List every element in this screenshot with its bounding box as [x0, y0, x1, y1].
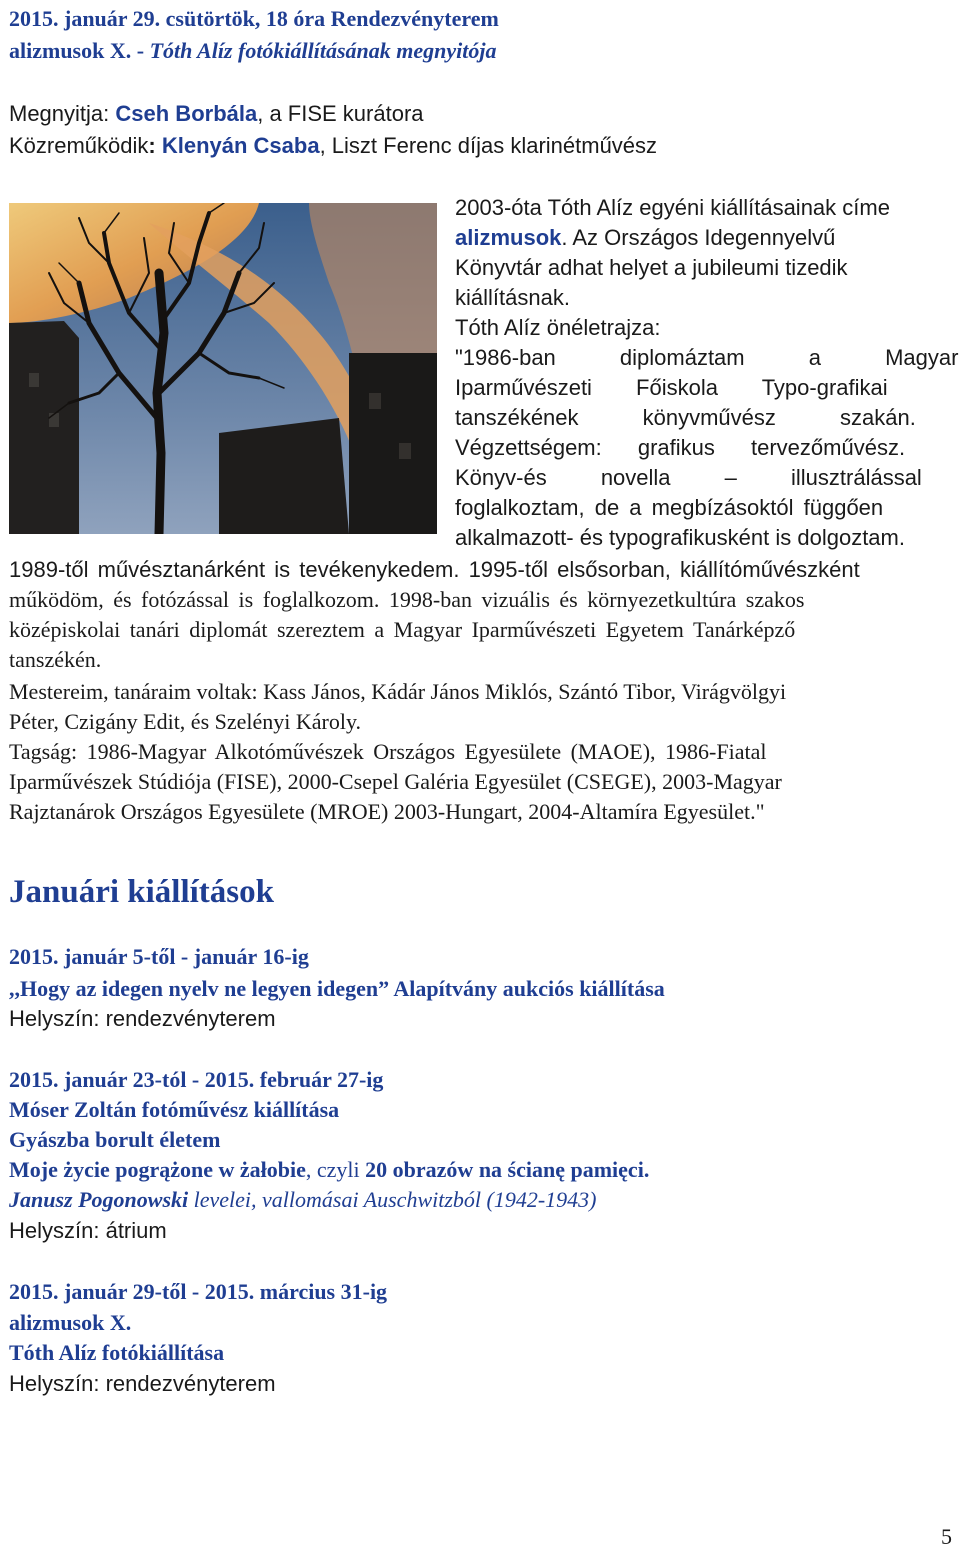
- bio-full-line: Iparművészek Stúdiója (FISE), 2000-Csepel Galéria Egyesület (CSEGE), 2003-Magyar: [9, 769, 782, 794]
- bio-line: alizmusok. Az Országos Idegennyelvű: [455, 225, 836, 250]
- bio-full-line: működöm, és fotózással is foglalkozom. 1998-ban vizuális és környezetkultúra szakos: [9, 587, 805, 612]
- event-date: 2015. január 5-től - január 16-ig: [9, 944, 309, 969]
- bio-full-line: Mestereim, tanáraim voltak: Kass János, Kádár János Miklós, Szántó Tibor, Virágvölgyi: [9, 679, 787, 704]
- event-heading-date: 2015. január 29. csütörtök, 18 óra Rendezvényterem: [9, 6, 499, 31]
- event-subtitle: Tóth Alíz fotókiállítása: [9, 1340, 225, 1365]
- bio-line: foglalkoztam, de a megbízásoktól függően: [455, 495, 884, 520]
- event-title: alizmusok X.: [9, 1310, 132, 1335]
- contributor-line: Közreműködik: Klenyán Csaba, Liszt Ferenc díjas klarinétművész: [9, 133, 658, 158]
- bio-full-line: tanszékén.: [9, 647, 102, 672]
- bio-line: Tóth Alíz önéletrajza:: [455, 315, 661, 340]
- event-venue: Helyszín: rendezvényterem: [9, 1006, 276, 1031]
- bio-line: kiállításnak.: [455, 285, 570, 310]
- bio-full-line: 1989-től művésztanárként is tevékenykedem. 1995-től elsősorban, kiállítóművészként: [9, 557, 860, 582]
- event-subtitle-polish: Moje życie pogrążone w żałobie, czyli 20 obrazów na ścianę pamięci.: [9, 1157, 650, 1182]
- event-subtitle: Gyászba borult életem: [9, 1127, 221, 1152]
- bio-line: Könyvtár adhat helyet a jubileumi tizedik: [455, 255, 848, 280]
- event-venue: Helyszín: rendezvényterem: [9, 1371, 276, 1396]
- bio-full-line: Péter, Czigány Edit, és Szelényi Károly.: [9, 709, 362, 734]
- bio-line: alkalmazott- és typografikusként is dolgoztam.: [455, 525, 905, 550]
- bio-full-line: Rajztanárok Országos Egyesülete (MROE) 2003-Hungart, 2004-Altamíra Egyesület.": [9, 799, 765, 824]
- event-heading-title: alizmusok X. - Tóth Alíz fotókiállításának megnyitója: [9, 38, 497, 63]
- event-date: 2015. január 23-tól - 2015. február 27-ig: [9, 1067, 384, 1092]
- bio-line: Végzettségem: grafikus tervezőművész.: [455, 435, 906, 460]
- event-date: 2015. január 29-től - 2015. március 31-ig: [9, 1279, 388, 1304]
- bio-line: Iparművészeti Főiskola Typo-grafikai: [455, 375, 888, 400]
- bio-line: "1986-ban diplomáztam a Magyar: [455, 345, 959, 370]
- bio-line: tanszékének könyvművész szakán.: [455, 405, 916, 430]
- event-description: Janusz Pogonowski levelei, vallomásai Auschwitzból (1942-1943): [9, 1187, 597, 1212]
- event-title: Móser Zoltán fotóművész kiállítása: [9, 1097, 340, 1122]
- bio-full-line: középiskolai tanári diplomát szereztem a Magyar Iparművészeti Egyetem Tanárképző: [9, 617, 796, 642]
- bio-full-line: Tagság: 1986-Magyar Alkotóművészek Országos Egyesülete (MAOE), 1986-Fiatal: [9, 739, 767, 764]
- opener-line: Megnyitja: Cseh Borbála, a FISE kurátora: [9, 101, 424, 126]
- bio-line: 2003-óta Tóth Alíz egyéni kiállításainak címe: [455, 195, 890, 220]
- section-title: Januári kiállítások: [9, 874, 274, 910]
- event-venue: Helyszín: átrium: [9, 1218, 167, 1243]
- bio-line: Könyv-és novella – illusztrálással: [455, 465, 922, 490]
- event-title: ,,Hogy az idegen nyelv ne legyen idegen” Alapítvány aukciós kiállítása: [9, 976, 665, 1001]
- page-number: 5: [941, 1524, 952, 1549]
- sunset-tree-photo: [9, 203, 437, 534]
